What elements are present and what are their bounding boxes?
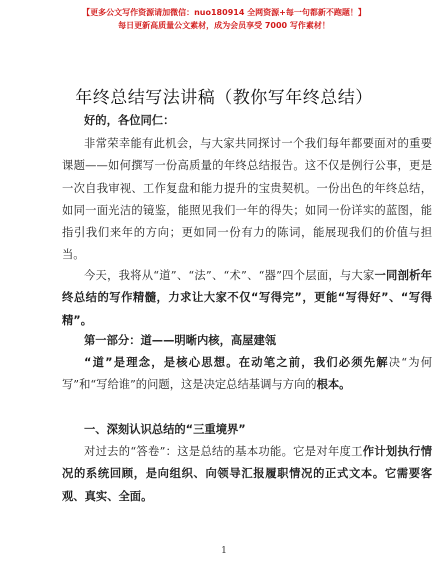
paragraph-dao	[62, 352, 432, 397]
overview-text: 今天，我将从“道”、“法”、“术”、“器”四个层面，与大家	[84, 269, 375, 282]
answer-sheet-bold-text: 作计划执行情况的系统回顾，是向组织、向领导汇报履职情况的正式文本。它需要客观、真实、全面。	[62, 445, 432, 503]
banner-line-2: 每日更新高质量公文素材，成为会员享受 7000 写作素材！	[118, 21, 330, 30]
paragraph-answer-sheet	[62, 441, 432, 508]
dao-bold-text: “道”是理念，是核心思想。在动笔之前，我们必须先解	[84, 356, 389, 369]
overview-bold-text: 一同剖析年终总结的写作精髓，力求让大家不仅“写得完”，更能“写得好”、“写得精”。	[62, 269, 432, 327]
banner-line-1: 【更多公文写作资源请加微信：nuo180914 全网资源+每一句都新不跑题！】	[82, 8, 366, 17]
answer-sheet-text: 对过去的“答卷”：这是总结的基本功能。它是对年度工	[84, 445, 363, 458]
subsection-heading-1: 一、深刻认识总结的“三重境界”	[84, 423, 246, 436]
paragraph-overview	[62, 265, 432, 332]
section-heading-1: 第一部分：道——明晰内核，高屋建瓴	[84, 334, 277, 347]
document-title: 年终总结写法讲稿（教你写年终总结）	[75, 88, 373, 108]
paragraph-intro: 非常荣幸能有此机会，与大家共同探讨一个我们每年都要面对的重要课题——如何撰写一份高质量的年终总结报告。这不仅是例行公事，更是一次自我审视、工作复盘和能力提升的宝贵契机。一份出色的年终总结，如同一面光洁的镜鉴，能照见我们一年的得失；如同一份详实的蓝图，能指引我们来年的方向；更如同一份有力的陈词，能展现我们的价值与担当。	[62, 137, 432, 262]
page-number: 1	[221, 546, 227, 556]
promo-banner	[0, 6, 448, 32]
dao-text: 决“为何写”和“写给谁”的问题，这是决定总结基调与方向的	[62, 356, 432, 392]
dao-end-text: 根本。	[316, 378, 351, 392]
greeting: 好的，各位同仁：	[84, 114, 175, 127]
